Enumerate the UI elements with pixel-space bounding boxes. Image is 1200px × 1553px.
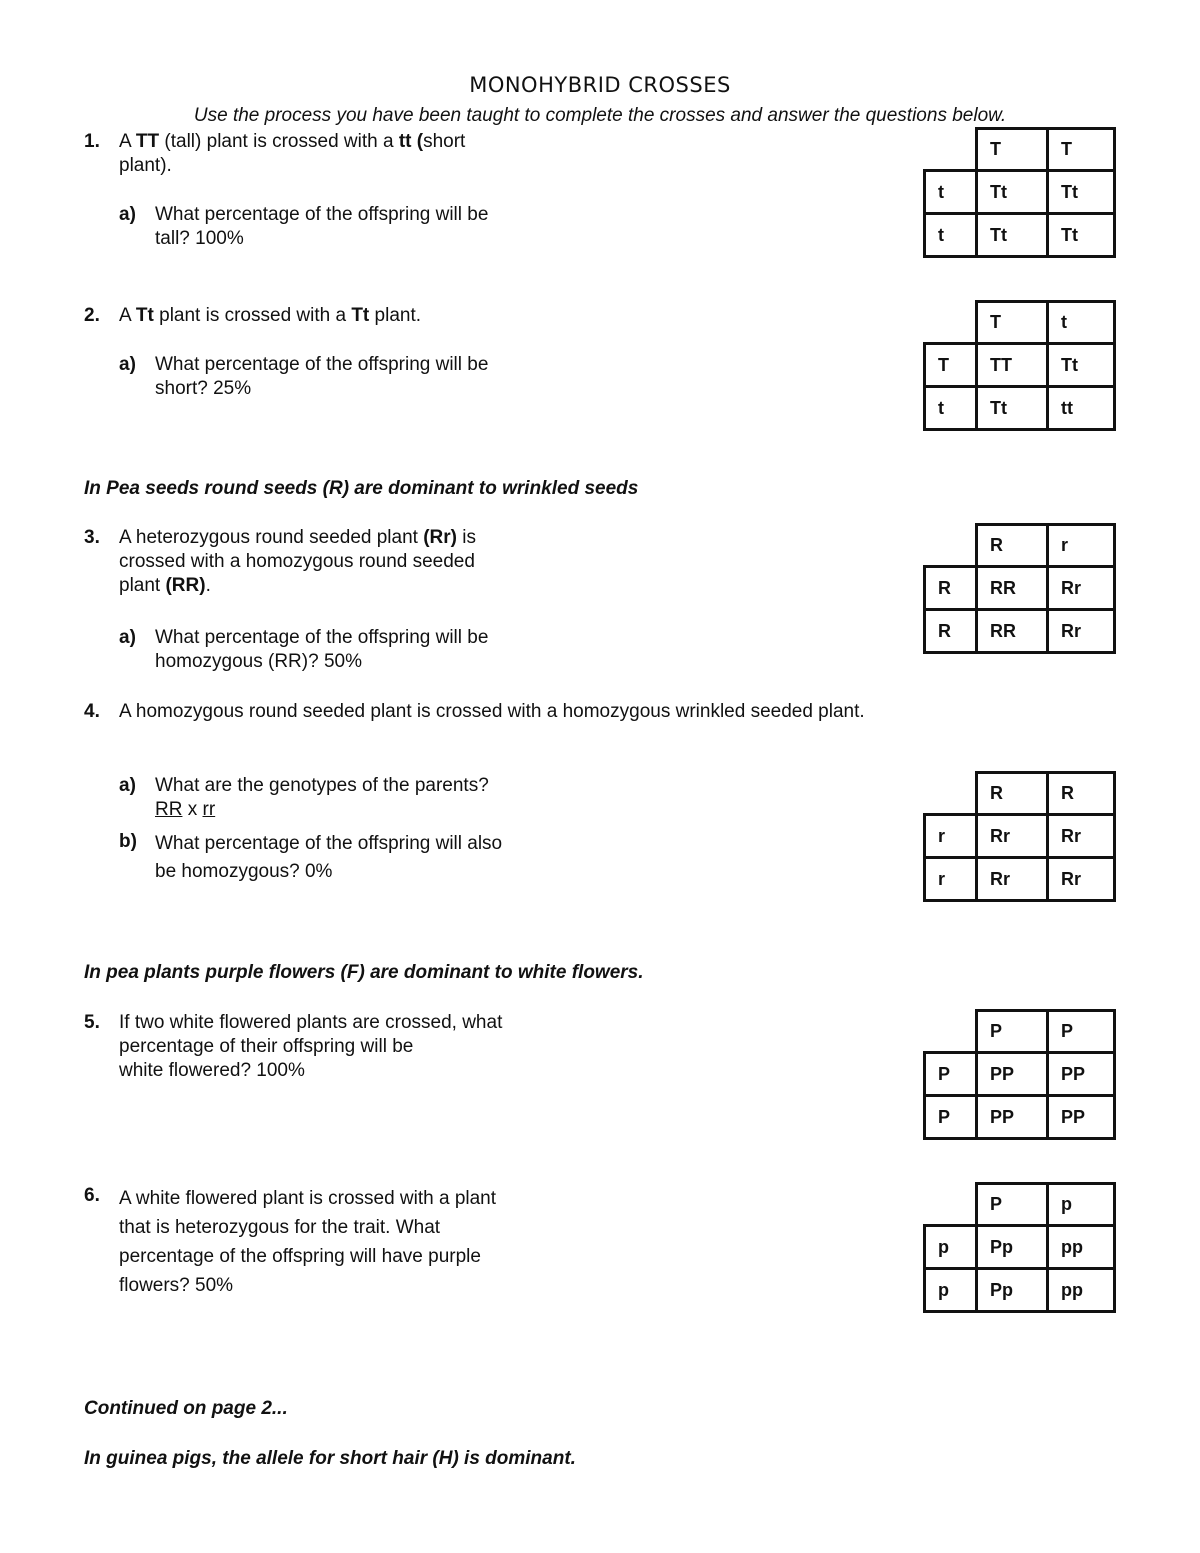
punnett-corner — [925, 1011, 977, 1053]
punnett-corner — [925, 129, 977, 171]
punnett-header: P — [977, 1011, 1048, 1053]
punnett-cell: RR — [977, 566, 1048, 609]
punnett-side: P — [925, 1052, 977, 1095]
punnett-cell: Rr — [977, 814, 1048, 857]
punnett-header: R — [977, 525, 1048, 567]
punnett-header: P — [977, 1184, 1048, 1226]
continued-note: Continued on page 2... — [84, 1398, 288, 1419]
punnett-cell: Pp — [977, 1225, 1048, 1268]
question-6-number: 6. — [84, 1185, 100, 1206]
punnett-square-2 — [923, 300, 1116, 431]
punnett-corner — [925, 773, 977, 815]
answer-parent-1: RR — [155, 799, 183, 820]
punnett-header: T — [977, 302, 1048, 344]
punnett-cell: Pp — [977, 1268, 1048, 1311]
punnett-side: t — [925, 386, 977, 429]
question-3-text: A heterozygous round seeded plant (Rr) is crossed with a homozygous round seeded plant (RR). — [119, 527, 477, 596]
question-2-text: A Tt plant is crossed with a Tt plant. — [119, 305, 422, 326]
punnett-corner — [925, 525, 977, 567]
punnett-side: T — [925, 343, 977, 386]
punnett-square-1 — [923, 127, 1116, 258]
punnett-cell: PP — [1048, 1095, 1115, 1138]
punnett-header: P — [1048, 1011, 1115, 1053]
question-1-text: A TT (tall) plant is crossed with a tt (short plant). — [119, 131, 466, 176]
punnett-cell: pp — [1048, 1268, 1115, 1311]
punnett-square-5 — [923, 1009, 1116, 1140]
punnett-cell: PP — [1048, 1052, 1115, 1095]
punnett-cell: Rr — [1048, 814, 1115, 857]
question-5-text: If two white flowered plants are crossed, what percentage of their offspring will be white flowered? 100% — [119, 1012, 503, 1081]
punnett-cell: Tt — [977, 170, 1048, 213]
punnett-side: t — [925, 213, 977, 256]
punnett-cell: Rr — [1048, 566, 1115, 609]
punnett-corner — [925, 1184, 977, 1226]
punnett-side: r — [925, 857, 977, 900]
punnett-side: p — [925, 1225, 977, 1268]
question-1a-text: What percentage of the offspring will be tall? 100% — [155, 204, 489, 249]
question-4a-text: What are the genotypes of the parents? RR x rr — [155, 775, 489, 820]
question-4a-letter: a) — [119, 775, 136, 796]
punnett-cell: Tt — [1048, 170, 1115, 213]
punnett-header: t — [1048, 302, 1115, 344]
punnett-cell: RR — [977, 609, 1048, 652]
punnett-cell: Tt — [1048, 213, 1115, 256]
punnett-square-4 — [923, 771, 1116, 902]
section-heading-flowers: In pea plants purple flowers (F) are dominant to white flowers. — [84, 962, 644, 983]
question-6-text: A white flowered plant is crossed with a plant that is heterozygous for the trait. What percentage of the offspring will have purple flowers? 50% — [119, 1188, 497, 1296]
punnett-header: T — [977, 129, 1048, 171]
section-heading-guinea-pigs: In guinea pigs, the allele for short hair (H) is dominant. — [84, 1448, 576, 1469]
question-4-text: A homozygous round seeded plant is crossed with a homozygous wrinkled seeded plant. — [119, 701, 865, 722]
answer-parent-2: rr — [202, 799, 216, 820]
question-4b-letter: b) — [119, 831, 137, 852]
question-3-number: 3. — [84, 527, 100, 548]
punnett-square-6 — [923, 1182, 1116, 1313]
punnett-header: T — [1048, 129, 1115, 171]
question-4b-text: What percentage of the offspring will also be homozygous? 0% — [155, 833, 503, 882]
punnett-square-3 — [923, 523, 1116, 654]
question-5-number: 5. — [84, 1012, 100, 1033]
punnett-cell: pp — [1048, 1225, 1115, 1268]
punnett-cell: Tt — [977, 386, 1048, 429]
punnett-side: t — [925, 170, 977, 213]
punnett-corner — [925, 302, 977, 344]
punnett-side: R — [925, 566, 977, 609]
punnett-cell: Rr — [1048, 609, 1115, 652]
punnett-side: p — [925, 1268, 977, 1311]
punnett-cell: Rr — [977, 857, 1048, 900]
punnett-cell: PP — [977, 1095, 1048, 1138]
question-3a-letter: a) — [119, 627, 136, 648]
question-4-number: 4. — [84, 701, 100, 722]
punnett-cell: Tt — [977, 213, 1048, 256]
page-title: MONOHYBRID CROSSES — [469, 73, 731, 97]
question-1a-letter: a) — [119, 204, 136, 225]
punnett-side: r — [925, 814, 977, 857]
question-2a-text: What percentage of the offspring will be short? 25% — [155, 354, 489, 399]
instructions: Use the process you have been taught to complete the crosses and answer the questions below. — [193, 105, 1007, 126]
punnett-cell: PP — [977, 1052, 1048, 1095]
punnett-side: R — [925, 609, 977, 652]
punnett-header: p — [1048, 1184, 1115, 1226]
section-heading-seeds: In Pea seeds round seeds (R) are dominant to wrinkled seeds — [84, 478, 639, 499]
punnett-side: P — [925, 1095, 977, 1138]
punnett-header: R — [977, 773, 1048, 815]
question-1-number: 1. — [84, 131, 100, 152]
punnett-header: r — [1048, 525, 1115, 567]
question-2-number: 2. — [84, 305, 100, 326]
punnett-cell: Rr — [1048, 857, 1115, 900]
punnett-cell: TT — [977, 343, 1048, 386]
question-3a-text: What percentage of the offspring will be homozygous (RR)? 50% — [155, 627, 489, 672]
question-2a-letter: a) — [119, 354, 136, 375]
punnett-cell: tt — [1048, 386, 1115, 429]
punnett-cell: Tt — [1048, 343, 1115, 386]
punnett-header: R — [1048, 773, 1115, 815]
